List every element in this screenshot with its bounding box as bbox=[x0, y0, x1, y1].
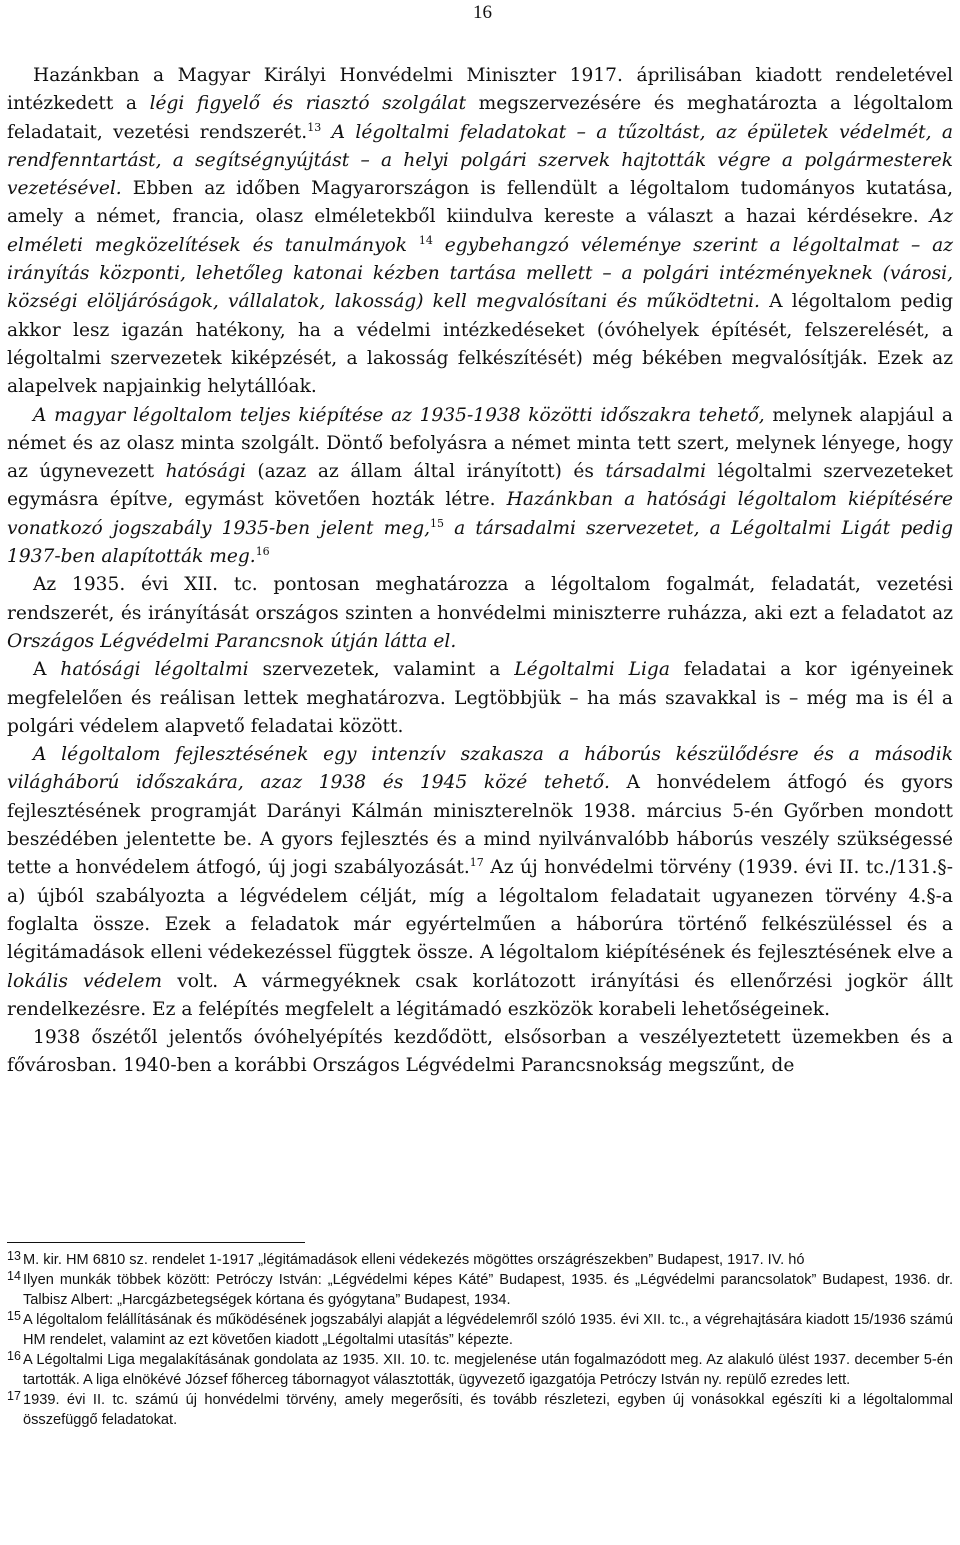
text-run: 1938 őszétől jelentős óvóhelyépítés kezdődött, elsősorban a veszélyeztetett üzemekben és a fővárosban. 1940-ben a korábbi Országos Légvédelmi Parancsnokság megszűnt, de bbox=[7, 1027, 953, 1077]
text-run: volt. A vármegyéknek csak korlátozott irányítási és ellenőrzési jogkör állt rendelkezésre. Ez a felépítés megfelelt a légitámadó eszközök korabeli lehetőségeinek. bbox=[7, 970, 953, 1020]
text-run-italic: Légoltalmi Liga bbox=[514, 659, 670, 681]
text-run: Hazánkban a Magyar Királyi Honvédelmi Miniszter 1917. áprilisában kiadott rendeletével intézkedett a bbox=[7, 65, 953, 115]
footnote-ref[interactable]: 15 bbox=[430, 516, 445, 530]
text-run-italic: hatósági légoltalmi bbox=[60, 659, 249, 681]
paragraph bbox=[7, 741, 953, 1024]
text-run-italic: Az elméleti megközelítések és tanulmányok bbox=[7, 206, 953, 256]
text-run: Ebben az időben Magyarországon is fellendült a légoltalom tudományos kutatása, amely a német, francia, olasz elméletekből kiindulva kereste a választ a hazai kérdésekre. bbox=[7, 178, 953, 228]
footnote-separator bbox=[7, 1242, 305, 1243]
footnote bbox=[7, 1390, 953, 1430]
text-run: melynek alapjául a német és az olasz minta szolgált. Döntő befolyásra a német minta tett szert, melynek lényege, hogy az úgynevezett bbox=[7, 404, 953, 483]
text-run: (azaz az állam által irányított) és bbox=[245, 461, 606, 483]
footnotes bbox=[7, 1250, 953, 1430]
footnote-number: 14 bbox=[7, 1269, 21, 1283]
body-text bbox=[7, 62, 953, 1081]
footnote-ref[interactable]: 17 bbox=[469, 856, 484, 870]
text-run: A honvédelem átfogó és gyors fejlesztésének programját Darányi Kálmán miniszterelnök 1938. március 5-én Győrben mondott beszédében jelentette be. A gyors fejlesztés és a mind nyilvánvalóbb háborús veszély szükségessé tette a honvédelem átfogó, új jogi szabályozását. bbox=[7, 772, 953, 879]
text-run: Az új honvédelmi törvény (1939. évi II. tc./131.§-a) újból szabályozta a légvédelem célját, míg a légoltalom feladatait ugyanezen törvény 4.§-a foglalta össze. Ezek a feladatok már egyértelműen a háborúra történő felkészüléssel és a légitámadások elleni védekezéssel függtek össze. A légoltalom kiépítésének és fejlesztésének elve a bbox=[7, 857, 953, 964]
text-run-italic: A légoltalmi feladatokat – a tűzoltást, az épületek védelmét, a rendfenntartást, a segítségnyújtást – a helyi polgári szervek hajtották végre a polgármesterek vezetésével. bbox=[7, 121, 953, 200]
page-number: 16 bbox=[473, 2, 492, 23]
paragraph bbox=[7, 656, 953, 741]
footnote-ref[interactable]: 16 bbox=[255, 545, 270, 559]
text-run-italic: lokális védelem bbox=[7, 970, 163, 992]
footnote-text: A Légoltalmi Liga megalakításának gondolata az 1935. XII. 10. tc. megjelenése után fogalmazódott meg. Az alakuló ülést 1937. december 5-én tartották. A liga elnökévé József főherceg tábornagyot választották, ügyvezető igazgatója Petróczy István ny. repülő ezredes lett. bbox=[23, 1352, 953, 1388]
footnote-text: M. kir. HM 6810 sz. rendelet 1-1917 „légitámadások elleni védekezés mögöttes országrészekben” Budapest, 1917. IV. hó bbox=[23, 1252, 805, 1268]
text-run-italic: A magyar légoltalom teljes kiépítése az 1935-1938 közötti időszakra tehető, bbox=[33, 404, 765, 426]
text-run-italic: Országos Légvédelmi Parancsnok útján látta el. bbox=[7, 630, 457, 652]
text-run: feladatai a kor igényeinek megfelelően és reálisan lettek meghatározva. Legtöbbjük – ha más szavakkal is – még ma is él a polgári védelem alapvető feladatai között. bbox=[7, 659, 953, 737]
footnote-text: A légoltalom felállításának és működésének jogszabályi alapját a légvédelemről szóló 1935. évi XII. tc., a végrehajtására kiadott 15/1936 számú HM rendelet, valamint az ezt követően kiadott „Légoltalmi utasítás” képezte. bbox=[23, 1312, 953, 1348]
text-run-italic: társadalmi bbox=[605, 461, 707, 483]
footnote bbox=[7, 1310, 953, 1350]
footnote-number: 16 bbox=[7, 1349, 21, 1363]
text-run: légoltalmi szervezeteket egymásra építve, egymást követően hozták létre. bbox=[7, 461, 953, 511]
footnote-ref[interactable]: 14 bbox=[418, 233, 433, 247]
text-run-italic: Hazánkban a hatósági légoltalom kiépítésére vonatkozó jogszabály 1935-ben jelent meg, bbox=[7, 489, 953, 539]
footnote bbox=[7, 1250, 953, 1270]
text-run: A bbox=[33, 659, 61, 681]
footnote-number: 15 bbox=[7, 1309, 21, 1323]
paragraph bbox=[7, 571, 953, 656]
footnote-number: 13 bbox=[7, 1249, 21, 1263]
text-run: megszervezésére és meghatározta a légoltalom feladatait, vezetési rendszerét. bbox=[7, 93, 953, 143]
footnote bbox=[7, 1270, 953, 1310]
footnote-text: 1939. évi II. tc. számú új honvédelmi törvény, amely megerősíti, és tovább részletezi, egyben új vonásokkal egészíti ki a légoltalommal összefüggő feladatokat. bbox=[23, 1392, 953, 1428]
paragraph bbox=[7, 1024, 953, 1081]
footnote bbox=[7, 1350, 953, 1390]
text-run: szervezetek, valamint a bbox=[248, 659, 515, 681]
text-run-italic: egybehangzó véleménye szerint a légoltalmat – az irányítás központi, lehetőleg katonai kézben tartása mellett – a polgári intézményeknek (városi, községi elöljáróságok, vállalatok, lakosság) kell megvalósítani és működtetni. bbox=[7, 234, 953, 313]
footnote-number: 17 bbox=[7, 1389, 21, 1403]
text-run-italic: A légoltalom fejlesztésének egy intenzív szakasza a háborús készülődésre és a második világháború időszakára, azaz 1938 és 1945 közé tehető. bbox=[7, 744, 953, 794]
text-run-italic: a társadalmi szervezetet, a Légoltalmi Ligát pedig 1937-ben alapították meg. bbox=[7, 517, 953, 568]
text-run: Az 1935. évi XII. tc. pontosan meghatározza a légoltalom fogalmát, feladatát, vezetési rendszerét, és irányítását országos szinten a honvédelmi miniszterre ruházza, aki ezt a feladatot az bbox=[7, 574, 953, 624]
footnote-ref[interactable]: 13 bbox=[307, 120, 322, 134]
footnote-text: Ilyen munkák többek között: Petróczy István: „Légvédelmi képes Káté” Budapest, 1935. és „Légvédelmi parancsolatok” Budapest, 1936. dr. Talbisz Albert: „Harcgázbetegségek kórtana és gyógytana” Budapest, 1934. bbox=[23, 1272, 953, 1308]
text-run: A légoltalom pedig akkor lesz igazán hatékony, ha a védelmi intézkedéseket (óvóhelyek építését, felszerelését, a légoltalmi szervezetek kiképzését, a lakosság felkészítését) még békében megvalósítják. Ezek az alapelvek napjainkig helytállóak. bbox=[7, 291, 953, 398]
paragraph bbox=[7, 402, 953, 572]
paragraph bbox=[7, 62, 953, 402]
text-run-italic: légi figyelő és riasztó szolgálat bbox=[149, 93, 467, 115]
text-run-italic: hatósági bbox=[165, 461, 246, 483]
